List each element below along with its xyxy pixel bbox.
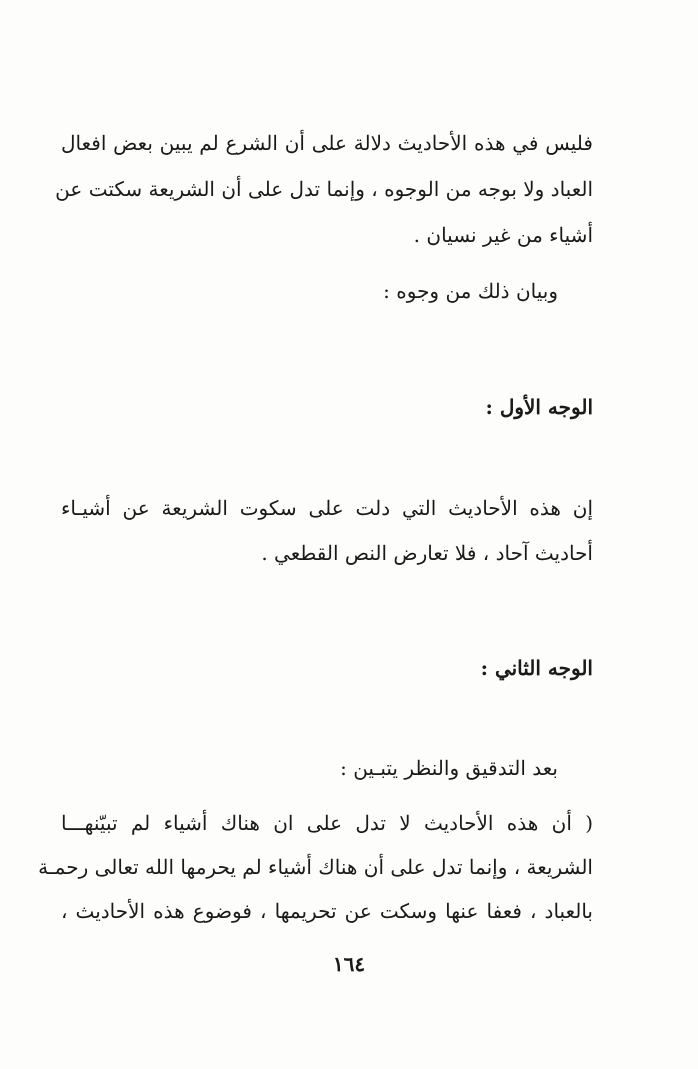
intro-line: وبيان ذلك من وجوه : [383, 279, 558, 303]
paragraph-1-line-1: فليس في هذه الأحاديث دلالة على أن الشرع لم يبين بعض افعال [61, 131, 593, 155]
heading-first-aspect: الوجه الأول : [485, 395, 593, 419]
paragraph-2-line-2: أحاديث آحاد ، فلا تعارض النص القطعي . [261, 541, 593, 565]
heading-second-aspect: الوجه الثاني : [480, 656, 593, 680]
paragraph-3-intro: بعد التدقيق والنظر يتبـين : [340, 756, 558, 780]
paragraph-1-line-2: العباد ولا بوجه من الوجوه ، وإنما تدل على أن الشريعة سكتت عن [55, 177, 593, 201]
paragraph-4-line-2: الشريعة ، وإنما تدل على أن هناك أشياء لم يحرمها الله تعالى رحمـة [38, 855, 593, 879]
paragraph-4-line-3: بالعباد ، فعفا عنها وسكت عن تحريمها ، فوضوع هذه الأحاديث ، [61, 899, 593, 923]
paragraph-4-line-1: ( أن هذه الأحاديث لا تدل على ان هناك أشياء لم تبيّنهـــا [61, 811, 593, 835]
paragraph-1-line-3: أشياء من غير نسيان . [413, 223, 593, 247]
paragraph-2-line-1: إن هذه الأحاديث التي دلت على سكوت الشريعة عن أشيـاء [61, 496, 593, 520]
page-number: ١٦٤ [332, 952, 366, 976]
